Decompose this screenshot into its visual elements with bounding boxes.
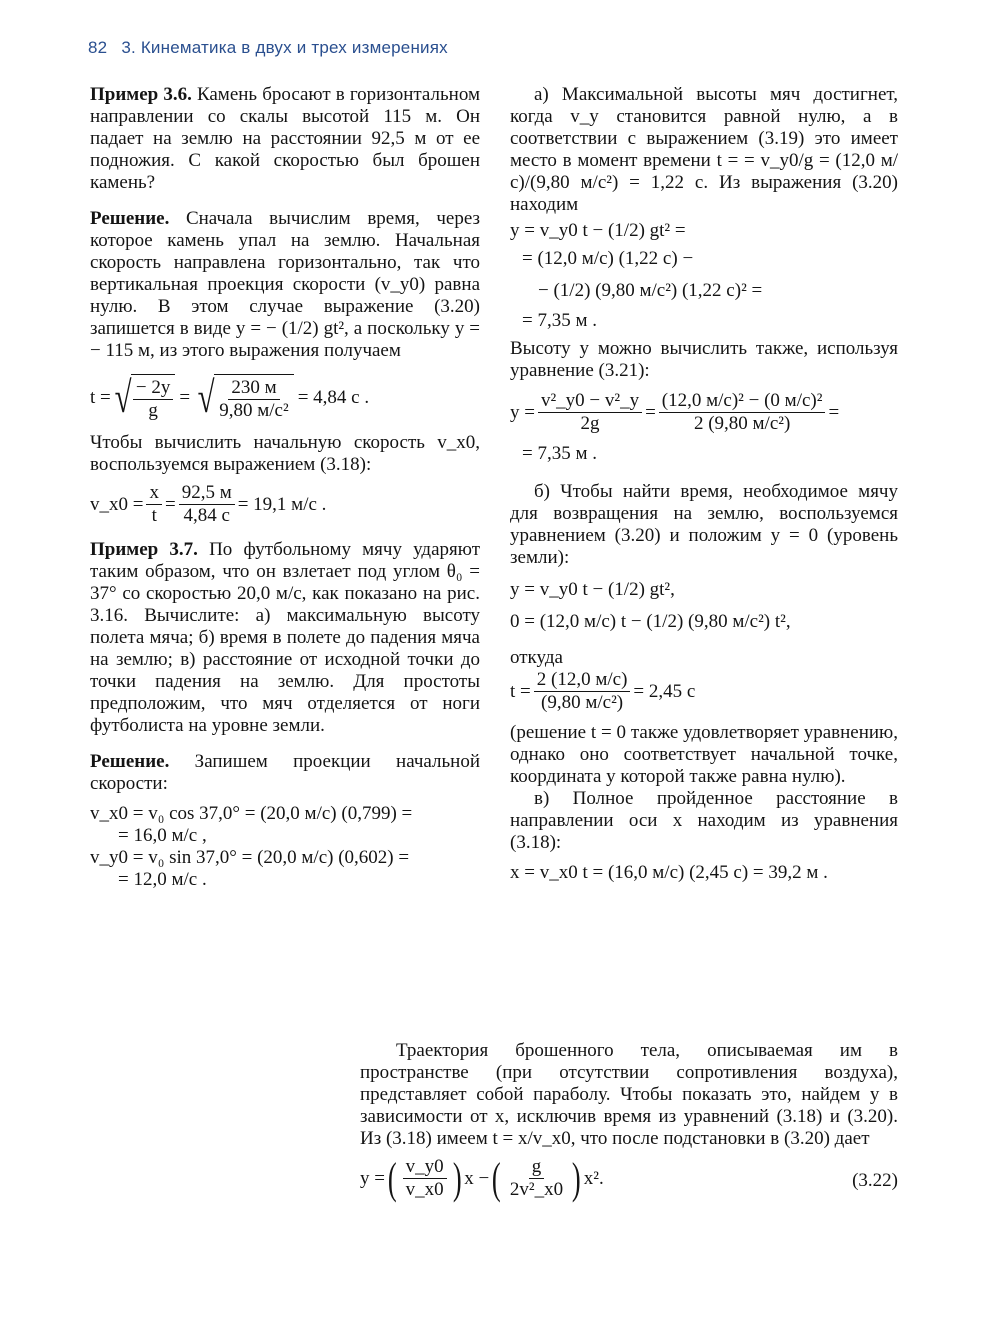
- solution-2-text: Запишем проекции начальной скорости:: [90, 751, 480, 794]
- eq-tb-num: 2 (12,0 м/с): [534, 669, 631, 692]
- eq-vx-num2: 92,5 м: [179, 482, 235, 505]
- equation-3-22: y = ( $\frac{v\_y0}{v\_x0}$ ) x − ( $\frac{g}{\text{2v²\_x0}}$ ) x². (3.22): [360, 1153, 898, 1203]
- part-b-text: б) Чтобы найти время, необходимое мячу для возвращения на землю, воспользуемся уравнением (3.20) и положим y = 0 (уровень земли):: [510, 481, 898, 568]
- eq-t-lhs: t =: [90, 387, 111, 408]
- eq322-mid: x −: [464, 1167, 490, 1189]
- example-3-7-title: Пример 3.7.: [90, 539, 198, 560]
- right-column: [510, 84, 898, 884]
- chapter-title: 3. Кинематика в двух и трех измерениях: [121, 38, 448, 57]
- page-header: [88, 38, 448, 58]
- example-3-6-title: Пример 3.6.: [90, 84, 192, 105]
- solution-1: [90, 208, 480, 362]
- eq-vx-equals: =: [164, 493, 176, 515]
- example-3-6-text: Камень бросают в горизонтальном направлении со скалы высотой 115 м. Он падает на землю на расстоянии 92,5 м от ее подножия. С какой скоростью был брошен камень?: [90, 84, 481, 193]
- example-3-6: [90, 84, 480, 194]
- eq-b-2: 0 = (12,0 м/с) t − (1/2) (9,80 м/с²) t²,: [510, 611, 791, 632]
- equation-t-b: [510, 669, 898, 714]
- eq-y21-equals: =: [645, 401, 656, 423]
- eq-vx-num1: x: [146, 482, 162, 505]
- eq-y21-lhs: y =: [510, 401, 535, 423]
- eq322-den1: v_x0: [405, 1179, 444, 1200]
- eq322-num1: v_y0: [403, 1156, 447, 1179]
- part-a-text: а) Максимальной высоты мяч достигнет, когда v_y становится равной нулю, а в соответствии с выражением (3.19) это имеет место в момент времени t = = v_y0/g = (12,0 м/с)/(9,80 м/с²) = 1,22 с. Из выражения (3.20) находим: [510, 84, 898, 215]
- eq-proj-2: = 16,0 м/с ,: [118, 825, 207, 846]
- left-column: [90, 84, 480, 891]
- eq-y21-den1: 2g: [580, 413, 600, 434]
- eq-tb-den: (9,80 м/с²): [541, 692, 624, 713]
- eq-proj-4: = 12,0 м/с .: [118, 869, 207, 890]
- eq-vx-result: = 19,1 м/с .: [237, 493, 327, 515]
- eq-y21-den2: 2 (9,80 м/с²): [693, 413, 791, 434]
- eq-y21-end: =: [828, 401, 840, 423]
- eq-y-2: = (12,0 м/с) (1,22 с) −: [522, 248, 694, 269]
- eq-t-den2: 9,80 м/с²: [219, 400, 289, 421]
- solution-2-title: Решение.: [90, 751, 170, 772]
- solution-1-title: Решение.: [90, 208, 170, 229]
- eq322-den2: 2v²_x0: [509, 1179, 564, 1200]
- page-number: 82: [88, 38, 108, 57]
- alt-text: Высоту y можно вычислить также, используя уравнение (3.21):: [510, 338, 898, 381]
- eq-vx-den2: 4,84 с: [183, 505, 230, 526]
- eq-b-1: y = v_y0 t − (1/2) gt²,: [510, 579, 675, 600]
- eq-tb-result: = 2,45 с: [633, 680, 696, 702]
- example-3-7-text: По футбольному мячу ударяют таким образом, что он взлетает под углом θ₀ = 37° со скоростью 20,0 м/с, как показано на рис. 3.16. Вычислите: а) максимальную высоту полета мяча; б) время в полете до падения мяча на землю; в) расстояние от исходной точки до точки падения на землю. Для простоты предположим, что мяч отделяется от ноги футболиста на уровне земли.: [90, 539, 480, 736]
- equation-time: t = √ $\frac{- 2y}{g}$ = √ $\frac{230 м}{\text{9,80 м/с²}}$ = 4,84 с .: [90, 373, 370, 422]
- eq-proj-1: v_x0 = v₀ cos 37,0° = (20,0 м/с) (0,799) =: [90, 803, 413, 824]
- eq-y21-result: = 7,35 м .: [522, 443, 597, 464]
- eq-t-result: = 4,84 с .: [297, 387, 370, 408]
- eq-t-den1: g: [148, 400, 158, 421]
- eq-y21-num1: v²_y0 − v²_y: [538, 390, 642, 413]
- eq-t-num2: 230 м: [228, 377, 279, 400]
- example-3-7: [90, 539, 480, 737]
- equation-y-321: [510, 390, 898, 435]
- equation-number: (3.22): [852, 1170, 898, 1191]
- eq-t-equals: =: [179, 387, 191, 408]
- otkuda-text: откуда: [510, 647, 563, 668]
- eq-y21-num2: (12,0 м/с)² − (0 м/с)²: [659, 390, 826, 413]
- eq-y-3: − (1/2) (9,80 м/с²) (1,22 с)² =: [538, 280, 763, 301]
- eq-tb-lhs: t =: [510, 680, 531, 702]
- equation-vx0: [90, 482, 480, 527]
- eq-y-1: y = v_y0 t − (1/2) gt² =: [510, 220, 686, 241]
- parabola-text: Траектория брошенного тела, описываемая им в пространстве (при отсутствии сопротивления воздуха), представляет собой параболу. Чтобы показать это, найдем y в зависимости от x, исключив время из уравнений (3.18) и (3.20). Из (3.18) имеем t = x/v_x0, что после подстановки в (3.20) дает: [360, 1040, 898, 1149]
- solution-1-text: Сначала вычислим время, через которое камень упал на землю. Начальная скорость направлена горизонтально, так что вертикальная проекция скорости (v_y0) равна нулю. В этом случае выражение (3.20) запишется в виде y = − (1/2) gt², а поскольку y = − 115 м, из этого выражения получаем: [90, 208, 480, 361]
- eq322-end: x².: [583, 1167, 604, 1189]
- part-c-text: в) Полное пройденное расстояние в направлении оси x находим из уравнения (3.18):: [510, 788, 898, 853]
- note-text: (решение t = 0 также удовлетворяет уравнению, однако оно соответствует начальной точке, координата y которой также равна нулю).: [510, 722, 898, 787]
- vx0-text: Чтобы вычислить начальную скорость v_x0, воспользуемся выражением (3.18):: [90, 432, 480, 475]
- eq-t-num1: − 2y: [133, 377, 173, 400]
- eq-c: x = v_x0 t = (16,0 м/с) (2,45 с) = 39,2 м .: [510, 862, 828, 883]
- eq322-lhs: y =: [360, 1167, 385, 1189]
- eq-vx-lhs: v_x0 =: [90, 493, 144, 515]
- eq-proj-3: v_y0 = v₀ sin 37,0° = (20,0 м/с) (0,602) =: [90, 847, 410, 868]
- eq-y-4: = 7,35 м .: [522, 310, 597, 331]
- eq322-num2: g: [529, 1156, 545, 1179]
- eq-vx-den1: t: [151, 505, 157, 526]
- solution-2: [90, 751, 480, 795]
- parabola-section: [360, 1040, 898, 1201]
